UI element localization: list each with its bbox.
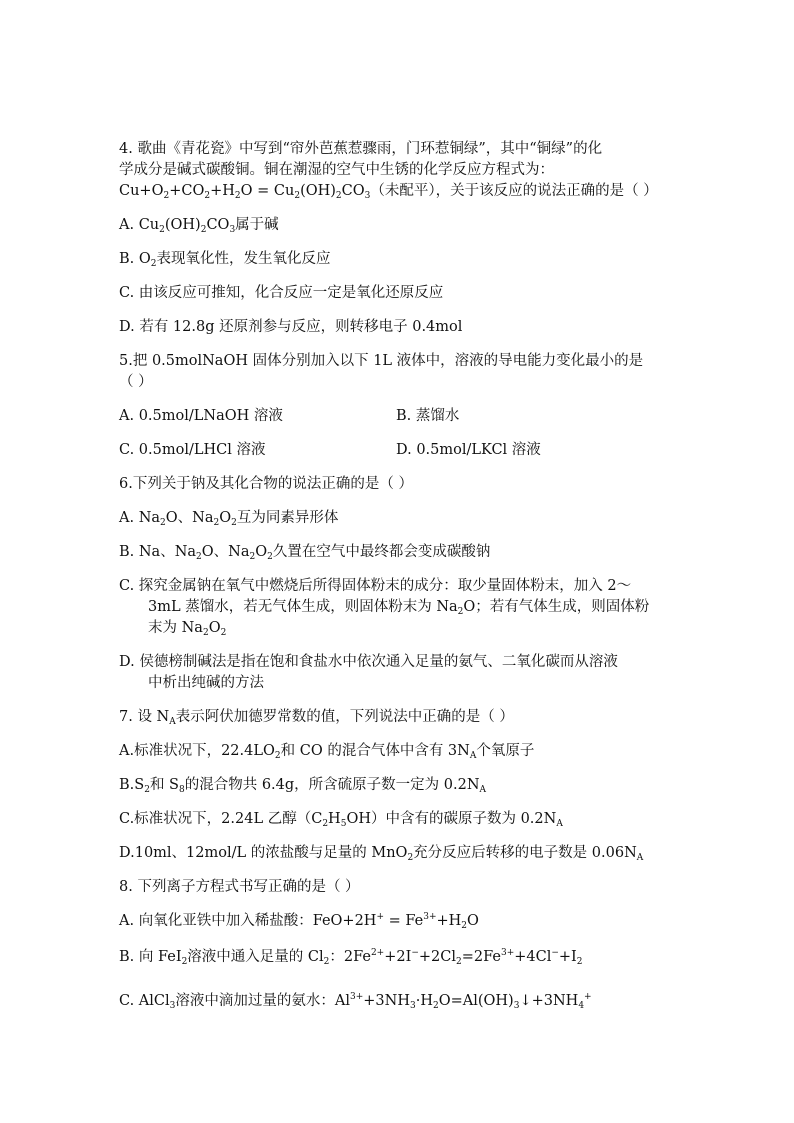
q4-stem-line1: 4. 歌曲《青花瓷》中写到“帘外芭蕉惹骤雨，门环惹铜绿”，其中“铜绿”的化 bbox=[119, 141, 603, 157]
q5-stem-line1: 5.把 0.5molNaOH 固体分别加入以下 1L 液体中，溶液的导电能力变化最小的是 bbox=[119, 353, 644, 369]
q7-option-b: $B.S_2$和 $S_8$的混合物共 6.4g，所含硫原子数一定为 $0.2N_A$ bbox=[119, 777, 487, 795]
q8-option-c: C. AlCl$_3$溶液中滴加过量的氨水：$Al^{3+}+3NH_3\cdot H_2O=Al(OH)_3↓+3NH_4^+$ bbox=[119, 992, 592, 1011]
q6-option-a: A. $Na_2O$、$Na_2O_2$互为同素异形体 bbox=[119, 510, 339, 528]
q8-option-a: A. 向氧化亚铁中加入稀盐酸：$FeO+2H^+ = Fe^{3+}+H_2O$ bbox=[119, 912, 479, 931]
q7-option-d: D.10ml、12mol/L 的浓盐酸与足量的 MnO$_2$充分反应后转移的电子数是 $0.06N_A$ bbox=[119, 845, 644, 863]
q8-option-b: B. 向 FeI$_2$溶液中通入足量的 $Cl_2$：$2Fe^{2+}+2I^-+2Cl_2=2Fe^{3+}+4Cl^-+I_2$ bbox=[119, 948, 583, 967]
q4-stem-line2: 学成分是碱式碳酸铜。铜在潮湿的空气中生锈的化学反应方程式为： bbox=[119, 162, 554, 178]
q4-option-c: C. 由该反应可推知，化合反应一定是氧化还原反应 bbox=[119, 285, 444, 301]
q7-stem: 7. 设 $N_A$表示阿伏加德罗常数的值，下列说法中正确的是（ ） bbox=[119, 709, 514, 727]
q5-stem-line2: （ ） bbox=[119, 374, 153, 390]
q5-option-d: D. 0.5mol/LKCl 溶液 bbox=[396, 442, 541, 458]
q6-option-b: B. Na、$Na_2O$、$Na_2O_2$久置在空气中最终都会变成碳酸钠 bbox=[119, 544, 491, 562]
q4-option-b: B. $O_2$表现氧化性，发生氧化反应 bbox=[119, 251, 331, 269]
q6-option-d-line1: D. 侯德榜制碱法是指在饱和食盐水中依次通入足量的氨气、二氧化碳而从溶液 bbox=[119, 654, 618, 670]
q4-option-a: A. $Cu_2(OH)_2CO_3$属于碱 bbox=[119, 217, 279, 235]
q4-equation-line: $Cu+O_2+CO_2+H_2O = Cu_2(OH)_2CO_3$（未配平），关于该反应的说法正确的是（ ） bbox=[119, 183, 658, 201]
q6-option-d-line2: 中析出纯碱的方法 bbox=[148, 675, 264, 691]
q5-option-a: A. 0.5mol/LNaOH 溶液 bbox=[119, 408, 283, 424]
q8-stem: 8. 下列离子方程式书写正确的是（ ） bbox=[119, 879, 360, 895]
q6-option-c-line1: C. 探究金属钠在氧气中燃烧后所得固体粉末的成分：取少量固体粉末，加入 2～ bbox=[119, 578, 632, 594]
q6-stem: 6.下列关于钠及其化合物的说法正确的是（ ） bbox=[119, 476, 413, 492]
q7-option-a: A.标准状况下，$22.4LO_2$和 CO 的混合气体中含有 $3N_A$个氧原子 bbox=[119, 743, 535, 761]
q7-option-c: C.标准状况下，2.24L 乙醇$(C_2H_5OH)$中含有的碳原子数为 $0.2N_A$ bbox=[119, 811, 563, 829]
q5-option-c: C. 0.5mol/LHCl 溶液 bbox=[119, 442, 266, 458]
q6-option-c-line2: 3mL 蒸馏水，若无气体生成，则固体粉末为 $Na_2O$；若有气体生成，则固体粉 bbox=[148, 599, 650, 617]
q6-option-c-line3: 末为 $Na_2O_2$ bbox=[148, 620, 227, 638]
q4-option-d: D. 若有 12.8g 还原剂参与反应，则转移电子 0.4mol bbox=[119, 319, 463, 335]
q5-option-b: B. 蒸馏水 bbox=[396, 408, 460, 424]
